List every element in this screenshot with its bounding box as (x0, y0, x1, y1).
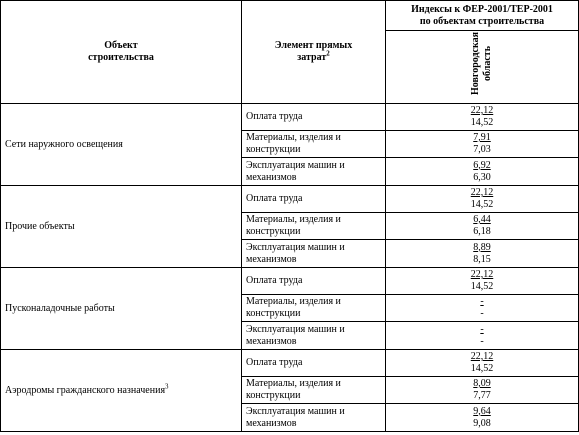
header-element (242, 1, 386, 104)
element-name: Эксплуатация машин и механизмов (246, 323, 345, 347)
index-value-previous: 14,52 (470, 199, 494, 210)
element-cell (242, 350, 386, 377)
object-cell (1, 186, 242, 268)
element-name: Материалы, изделия и конструкции (246, 132, 341, 155)
index-value-current: 22,12 (470, 187, 494, 198)
header-region-text: Новгородская область (470, 32, 493, 96)
element-cell (242, 131, 386, 158)
index-value-previous: 14,52 (470, 363, 494, 374)
object-name: Пусконаладочные работы (5, 302, 115, 314)
element-cell (242, 104, 386, 131)
element-name: Эксплуатация машин и механизмов (246, 241, 345, 265)
index-value-current: 22,12 (470, 269, 494, 280)
index-value-previous: 7,03 (473, 144, 491, 155)
element-cell (242, 213, 386, 240)
index-value-cell (386, 295, 579, 322)
index-value-cell (386, 268, 579, 295)
element-name: Оплата труда (246, 193, 303, 204)
element-name: Эксплуатация машин и механизмов (246, 159, 345, 183)
index-value-previous: 14,52 (470, 281, 494, 292)
index-value-current: 22,12 (470, 105, 494, 116)
object-cell (1, 268, 242, 350)
index-value-cell (386, 240, 579, 268)
header-row-top (1, 1, 579, 31)
header-element-footnote: 2 (326, 49, 330, 58)
index-value-cell (386, 213, 579, 240)
element-cell (242, 322, 386, 350)
index-value-previous: - (480, 335, 484, 347)
index-value-current: 22,12 (470, 351, 494, 362)
header-index-group (386, 1, 579, 31)
index-value-cell (386, 186, 579, 213)
element-name: Материалы, изделия и конструкции (246, 378, 341, 401)
element-name: Материалы, изделия и конструкции (246, 214, 341, 237)
index-value-cell (386, 404, 579, 432)
index-value-cell (386, 377, 579, 404)
index-value-previous: 14,52 (470, 117, 494, 128)
table-body (1, 1, 579, 432)
index-value-previous: 8,15 (473, 253, 491, 265)
index-value-current: - (480, 296, 484, 307)
header-region (386, 31, 579, 104)
index-value-previous: 9,08 (473, 417, 491, 429)
index-value-current: - (480, 323, 484, 335)
table-row (1, 104, 579, 131)
index-value-cell (386, 322, 579, 350)
element-name: Оплата труда (246, 357, 303, 368)
element-name: Эксплуатация машин и механизмов (246, 405, 345, 429)
header-index-group-text: Индексы к ФЕР-2001/ТЕР-2001 по объектам строительства (411, 3, 553, 27)
table-row (1, 186, 579, 213)
table-row (1, 268, 579, 295)
object-name: Прочие объекты (5, 220, 75, 232)
element-cell (242, 377, 386, 404)
index-value-previous: 7,77 (473, 390, 491, 401)
index-value-current: 6,44 (473, 214, 491, 225)
index-value-previous: - (480, 308, 484, 319)
header-object (1, 1, 242, 104)
element-cell (242, 186, 386, 213)
element-name: Оплата труда (246, 275, 303, 286)
index-value-current: 8,09 (473, 378, 491, 389)
index-value-cell (386, 350, 579, 377)
element-cell (242, 404, 386, 432)
element-name: Материалы, изделия и конструкции (246, 296, 341, 319)
element-cell (242, 295, 386, 322)
element-cell (242, 240, 386, 268)
index-value-previous: 6,18 (473, 226, 491, 237)
header-object-text: Объект строительства (88, 40, 154, 63)
element-name: Оплата труда (246, 111, 303, 122)
element-cell (242, 268, 386, 295)
index-value-previous: 6,30 (473, 171, 491, 183)
index-value-current: 9,64 (473, 405, 491, 417)
index-value-cell (386, 104, 579, 131)
index-value-cell (386, 158, 579, 186)
object-name: Сети наружного освещения (5, 138, 123, 150)
index-value-cell (386, 131, 579, 158)
header-element-text: Элемент прямых затрат (274, 40, 353, 63)
index-value-current: 7,91 (473, 132, 491, 143)
element-cell (242, 158, 386, 186)
index-value-current: 8,89 (473, 241, 491, 253)
object-footnote: 3 (165, 382, 169, 391)
object-cell (1, 350, 242, 432)
table-row (1, 350, 579, 377)
index-value-current: 6,92 (473, 159, 491, 171)
object-name: Аэродромы гражданского назначения (5, 384, 166, 396)
object-cell (1, 104, 242, 186)
